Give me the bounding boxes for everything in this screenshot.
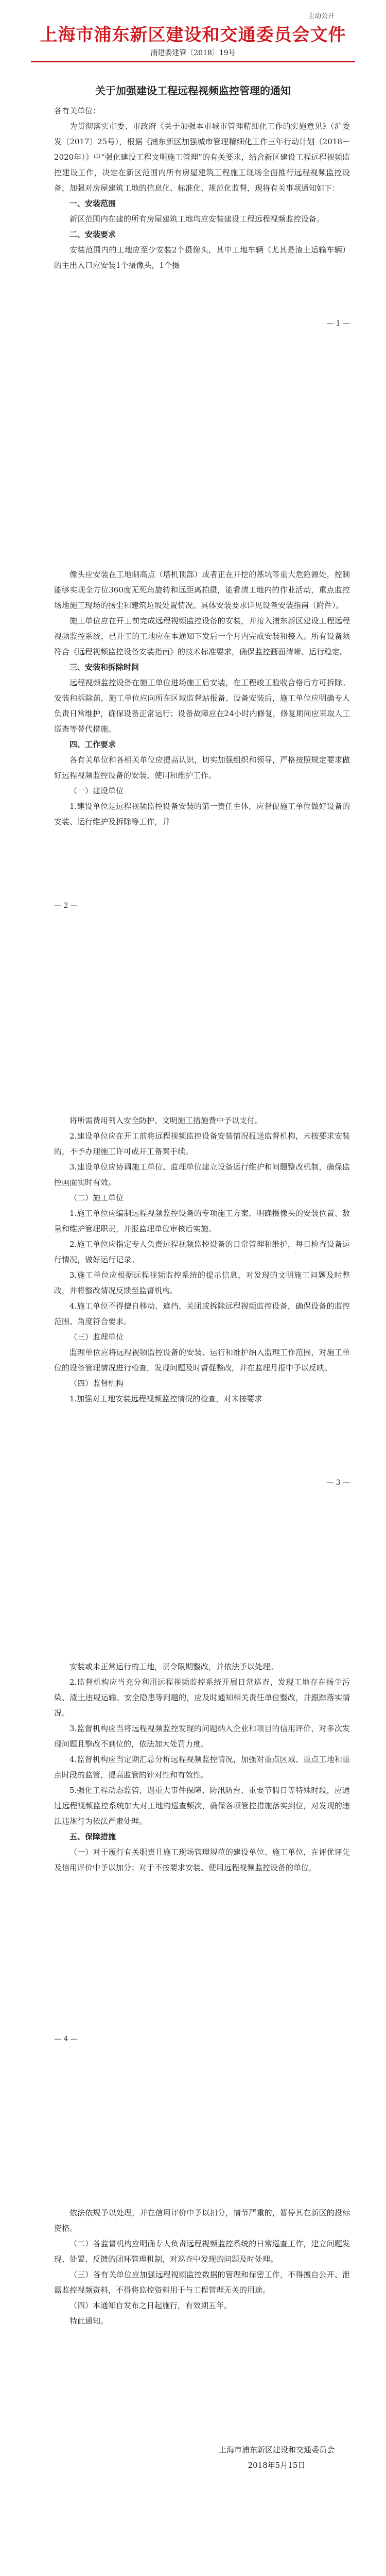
page-2-body bbox=[54, 567, 350, 829]
subsection-heading: （三）监理单位 bbox=[69, 1332, 124, 1342]
paragraph: （四）本通知自发布之日起施行，有效期五年。 bbox=[69, 2301, 232, 2310]
paragraph: 依法依规予以处理，并在信用评价中予以扣分，情节严重的，暂停其在新区的投标资格。 bbox=[54, 2208, 350, 2233]
paragraph: 监理单位应将远程视频监控设备的安装、运行和维护纳入监理工作范围，对施工单位的设备管理情况进行检查，发现问题及时督促整改，并在监理月报中予以反映。 bbox=[54, 1348, 350, 1372]
salutation: 各有关单位： bbox=[54, 106, 101, 115]
paragraph: 安装或未正常运行的工地，责令限期整改，并依法予以处理。 bbox=[69, 1662, 278, 1671]
document-page-1 bbox=[0, 0, 386, 546]
paragraph: 施工单位应在开工前完成远程视频监控设备的安装，并接入浦东新区建设工程远程视频监控系统，已开工的工地应在本通知下发后一个月内完成安装和接入。所有设备须符合《远程视频监控设备安装指南》的技术标准要求，确保监控画面清晰、运行稳定。 bbox=[54, 616, 350, 656]
page-4-body bbox=[54, 1659, 350, 1875]
closing-line: 特此通知。 bbox=[69, 2316, 109, 2326]
paragraph: （三）各有关单位应加强远程视频监控数据的管理和保密工作，不得擅自公开、泄露监控视频资料，不得将监控资料用于与工程管理无关的用途。 bbox=[54, 2270, 350, 2295]
paragraph: （二）各监督机构应明确专人负责远程视频监控系统的日常巡查工作，建立问题发现、处置、反馈的闭环管理机制，对巡查中发现的问题及时处理。 bbox=[54, 2239, 350, 2264]
section-heading: 四、工作要求 bbox=[69, 740, 116, 749]
document-page-2 bbox=[0, 546, 386, 1092]
paragraph: 3.建设单位应协调施工单位、监理单位建立设备运行维护和问题整改机制，确保监控画面实时有效。 bbox=[54, 1162, 350, 1187]
paragraph: 1.加强对工地安装远程视频监控情况的检查，对未按要求 bbox=[69, 1394, 262, 1403]
paragraph: （一）对于履行有关职责且施工现场管理规范的建设单位、施工单位，在评优评先及信用评价中予以加分；对于不按要求安装、使用远程视频监控设备的单位， bbox=[54, 1848, 350, 1872]
paragraph: 像头应安装在工地制高点（塔机顶部）或者正在开挖的基坑等重大危险源处，控制能够实现全方位360度无死角旋转和远距离拍摄，能看清工地内的作业活动，重点监控场地施工现场的扬尘和建筑垃圾处置情况。具体安装要求详见设备安装指南（附件）。 bbox=[54, 570, 350, 610]
signature-block bbox=[219, 2442, 335, 2473]
subsection-heading: （二）施工单位 bbox=[69, 1193, 124, 1202]
page-number: — 4 — bbox=[54, 2035, 78, 2043]
page-number: — 2 — bbox=[54, 902, 78, 910]
section-heading: 五、保障措施 bbox=[69, 1832, 116, 1841]
notice-title: 关于加强建设工程远程视频监控管理的通知 bbox=[95, 84, 291, 97]
paragraph: 2.施工单位应指定专人负责远程视频监控设备的日常管理和维护，每日检查设备运行情况，做好运行记录。 bbox=[54, 1240, 350, 1264]
paragraph: 4.施工单位不得擅自移动、遮挡、关闭或拆除远程视频监控设备，确保设备的监控范围、角度符合要求。 bbox=[54, 1301, 350, 1326]
red-divider bbox=[31, 61, 355, 62]
paragraph: 1.建设单位是远程视频监控设备安装的第一责任主体，应督促施工单位做好设备的安装、运行维护及拆除等工作，并 bbox=[54, 802, 350, 826]
paragraph: 2.监督机构应当充分利用远程视频监控系统开展日常巡查，发现工地存在扬尘污染、渣土违规运输、安全隐患等问题的，应及时通知相关责任单位整改，并跟踪落实情况。 bbox=[54, 1677, 350, 1718]
issuer-masthead: 上海市浦东新区建设和交通委员会文件 bbox=[40, 25, 346, 45]
paragraph: 将所需费用列入安全防护、文明施工措施费中予以支付。 bbox=[69, 1116, 263, 1125]
paragraph: 新区范围内在建的所有房屋建筑工地均应安装建设工程远程视频监控设备。 bbox=[69, 214, 325, 224]
document-page-3 bbox=[0, 1092, 386, 1638]
paragraph: 4.监督机构应当定期汇总分析远程视频监控情况，加强对重点区域、重点工地和重点时段的监管，提高监管的针对性和有效性。 bbox=[54, 1755, 350, 1780]
disclosure-label: 主动公开 bbox=[307, 12, 335, 20]
section-heading: 三、安装和拆除时间 bbox=[69, 663, 139, 672]
page-3-body bbox=[54, 1113, 350, 1406]
paragraph: 为贯彻落实市委、市政府《关于加强本市城市管理精细化工作的实施意见》（沪委发〔2017〕25号），根据《浦东新区加强城市管理精细化工作三年行动计划（2018－2020年）》中“强化建设工程文明施工管理”的有关要求，结合新区建设工程远程视频监控建设工作，决定在新区范围内所有房屋建筑工程施工现场全面推行远程视频监控设备，加强对房屋建筑工地的信息化、标准化、规范化监督，现将有关事项通知如下： bbox=[54, 122, 350, 193]
page-1-body bbox=[54, 103, 350, 273]
paragraph: 安装范围内的工地应至少安装2个摄像头，其中工地车辆（尤其是渣土运输车辆）的主出入口应安装1个摄像头，1个摄 bbox=[54, 245, 350, 270]
signing-authority: 上海市浦东新区建设和交通委员会 bbox=[218, 2445, 335, 2454]
subsection-heading: （四）监督机构 bbox=[69, 1379, 124, 1388]
page-number: — 1 — bbox=[326, 319, 350, 328]
paragraph: 3.施工单位应根据远程视频监控系统的提示信息，对发现的文明施工问题及时整改，并将整改情况反馈至监督机构。 bbox=[54, 1270, 350, 1295]
paragraph: 远程视频监控设备在施工单位进场施工后安装，在工程竣工验收合格后方可拆除。安装和拆除前，施工单位应向所在区域监督站报备。设备安装后，施工单位应明确专人负责日常维护，确保设备正常运行；设备故障应在24小时内修复，修复期间应采取人工巡查等替代措施。 bbox=[54, 678, 350, 734]
document-page-4 bbox=[0, 1638, 386, 2184]
document-number: 浦建委建管〔2018〕19号 bbox=[150, 49, 236, 57]
page-number: — 3 — bbox=[326, 1479, 350, 1487]
signing-date: 2018年5月15日 bbox=[248, 2461, 306, 2470]
subsection-heading: （一）建设单位 bbox=[69, 786, 124, 795]
paragraph: 2.建设单位应在开工前将远程视频监控设备安装情况报送监督机构，未按要求安装的，不予办理施工许可或开工备案手续。 bbox=[54, 1131, 350, 1156]
section-heading: 一、安装范围 bbox=[69, 199, 116, 208]
document-page-5 bbox=[0, 2184, 386, 2576]
page-5-body bbox=[54, 2205, 350, 2329]
paragraph: 1.施工单位应编制远程视频监控设备的专项施工方案，明确摄像头的安装位置、数量和维护管理职责，并报监理单位审核后实施。 bbox=[54, 1209, 350, 1233]
paragraph: 各有关单位和各相关单位应提高认识，切实加强组织和领导，严格按照规定要求做好远程视频监控设备的安装、使用和维护工作。 bbox=[54, 755, 350, 780]
paragraph: 5.强化工程动态监管，遇重大事件保障、防汛防台、重要节假日等特殊时段，应通过远程视频监控系统加大对工地的巡查频次，确保各项管控措施落实到位，对发现的违法违规行为依法严肃处理。 bbox=[54, 1786, 350, 1826]
section-heading: 二、安装要求 bbox=[69, 230, 116, 239]
paragraph: 3.监督机构应当将远程视频监控发现的问题纳入企业和项目的信用评价，对多次发现问题且整改不到位的，依法加大处罚力度。 bbox=[54, 1724, 350, 1749]
